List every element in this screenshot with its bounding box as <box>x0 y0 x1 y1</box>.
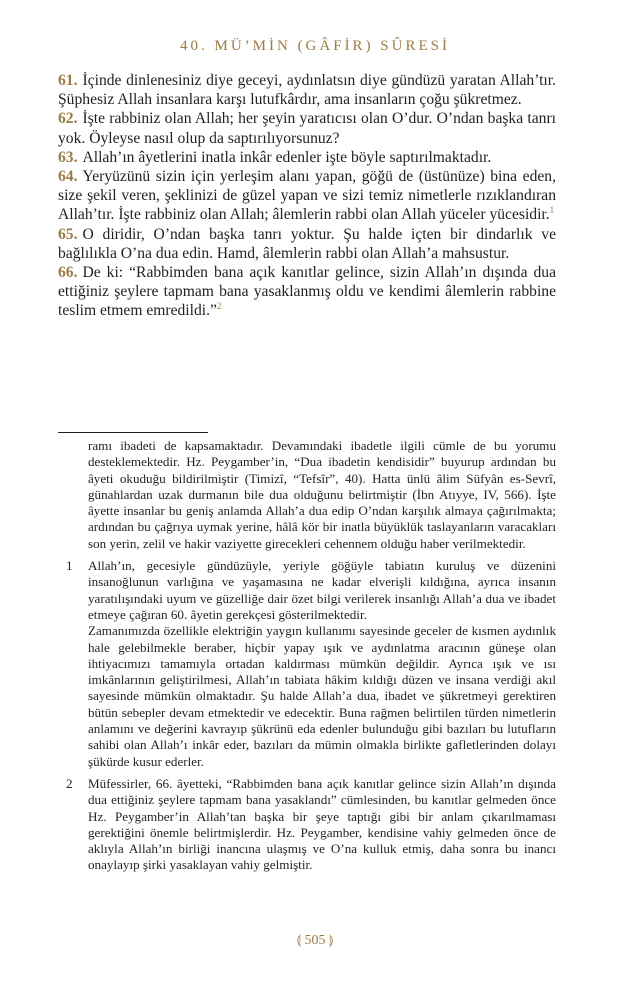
verse-text: İçinde dinlenesiniz diye geceyi, aydınlatsın diye gündüzü yaratan Allah’tır. Şüphesiz Allah insanlara karşı lutufkârdır, ama insanların çoğu şükretmez. <box>58 72 556 109</box>
verse-number: 62. <box>58 110 78 128</box>
ornament-right-icon: ⟭ <box>329 932 334 947</box>
verse-text: Allah’ın âyetlerini inatla inkâr edenler işte böyle saptırılmaktadır. <box>82 148 492 166</box>
verse-number: 65. <box>58 225 78 243</box>
verse <box>58 167 556 225</box>
verse-number: 64. <box>58 168 78 186</box>
ornament-left-icon: ⟬ <box>296 932 301 947</box>
footnote-text: Allah’ın, gecesiyle gündüzüyle, yeriyle göğüyle tabiatın kuruluş ve düzenini insanoğlunun varlığına ve yaşamasına ne kadar elverişli kıldığına, ayrıca insanın yaratılışındaki uyum ve güzelliğe dair özet bilgi verilerek insanlığı Allah’a dua ve ibadet etmeye çağıran 60. âyetin gerekçesi gösterilmektedir. <box>88 558 556 622</box>
footnote <box>66 558 556 770</box>
footnote-continuation <box>66 438 556 552</box>
verse-number: 63. <box>58 148 78 166</box>
page-number-value: 505 <box>304 933 326 948</box>
verse-block <box>58 71 556 321</box>
verse-number: 61. <box>58 72 78 89</box>
footnote <box>66 776 556 874</box>
page-number <box>0 932 630 949</box>
footnotes <box>66 438 556 874</box>
footnote-text: ramı ibadeti de kapsamaktadır. Devamındaki ibadetle ilgili cümle de bu yorumu desteklemektedir. Hz. Peygamber’in, “Dua ibadetin kendisidir” buyurup ardından bu âyeti okuduğu bildirilmiştir (Timizî, “Tefsîr”, 40). Hatta ünlü âlim Süfyân es-Sevrî, günahlardan uzak durmanın bile dua olduğunu belirtmiştir (İbn Atıyye, IV, 566). İşte âyette insanlar bu geniş anlamda Allah’a dua edip O’ndan karşılık almaya çağırılmakta; ardından bu çağrıya uymak yerine, hâlâ kör bir inatla büyüklük taslayanların varacakları son yerin, zelil ve hakir vaziyette girecekleri cehennem olduğu haber verilmektedir. <box>88 438 556 551</box>
footnote-divider <box>58 432 208 433</box>
verse <box>58 263 556 321</box>
verse-text: İşte rabbiniz olan Allah; her şeyin yaratıcısı olan O’dur. O’ndan başka tanrı yok. Öyleyse nasıl olup da saptırılıyorsunuz? <box>58 110 556 147</box>
verse <box>58 225 556 263</box>
verse-text: De ki: “Rabbimden bana açık kanıtlar gelince, sizin Allah’ın dışında dua ettiğiniz şeylere tapmam bana yasaklanmış oldu ve kendimi âlemlerin rabbine teslim etmem emredildi.” <box>58 264 556 320</box>
verse <box>58 109 556 147</box>
verse <box>58 148 556 167</box>
running-header: 40. MÜ’MİN (GÂFİR) SÛRESİ <box>179 38 450 54</box>
verse <box>58 71 556 109</box>
footnote-text: Zamanımızda özellikle elektriğin yaygın kullanımı sayesinde geceler de kısmen aydınlık hale gelebilmekle beraber, hiçbir yapay ışık ve aydınlatma aracının güneşe olan ihtiyacımızı tamamıyla ortadan kaldırması mümkün değildir. Ayrıca ışık ve ısı imkânlarının geliştirilmesi, Allah’ın tabiata hâkim kıldığı düzen ve insana verdiği akıl sayesinde mümkün olmaktadır. Şu halde Allah’a dua, ibadet ve şükretmeyi gerektiren bütün sebepler devam etmektedir ve edecektir. Buna rağmen belirtilen türden nimetlerin anlamını ve değerini kavrayıp şükrünü eda edenler bulunduğu gibi bazıları bu lutufların sahibi olan Allah’ı inkâr eder, bazıları da mümin olmakla birlikte gafletlerinden dolayı şükürde kusur ederler. <box>88 623 556 769</box>
footnote-number: 2 <box>66 775 73 791</box>
footnote-ref[interactable]: 2 <box>216 301 222 312</box>
verse-text: Yeryüzünü sizin için yerleşim alanı yapan, göğü de (üstünüze) bina eden, size şekil veren, şeklinizi de güzel yapan ve sizi temiz nimetlerle rızıklandıran Allah’tır. İşte rabbiniz olan Allah; âlemlerin rabbi olan Allah yüceler yücesidir. <box>58 168 556 224</box>
verse-text: O diridir, O’ndan başka tanrı yoktur. Şu halde içten bir dindarlık ve bağlılıkla O’na dua edin. Hamd, âlemlerin rabbi olan Allah’a mahsustur. <box>58 225 556 262</box>
footnote-text: Müfessirler, 66. âyetteki, “Rabbimden bana açık kanıtlar gelince sizin Allah’ın dışında dua ettiğiniz şeylere tapmam bana yasaklandı” cümlesinden, bu kanıtlar gelmeden önce Hz. Peygamber’in Allah’tan başka bir şeye taptığı gibi bir anlam çıkarılmaması gerektiğini önemle belirtmişlerdir. Hz. Peygamber, kendisine vahiy gelmeden önce de aklıyla Allah’ın birliği inancına ulaşmış ve O’na kulluk etmiş, daha sonra bu inancı onaylayıp şirki yasaklayan vahiy gelmiştir. <box>88 775 556 873</box>
footnote-ref[interactable]: 1 <box>549 205 555 216</box>
verse-number: 66. <box>58 264 78 282</box>
footnote-number: 1 <box>66 558 73 574</box>
